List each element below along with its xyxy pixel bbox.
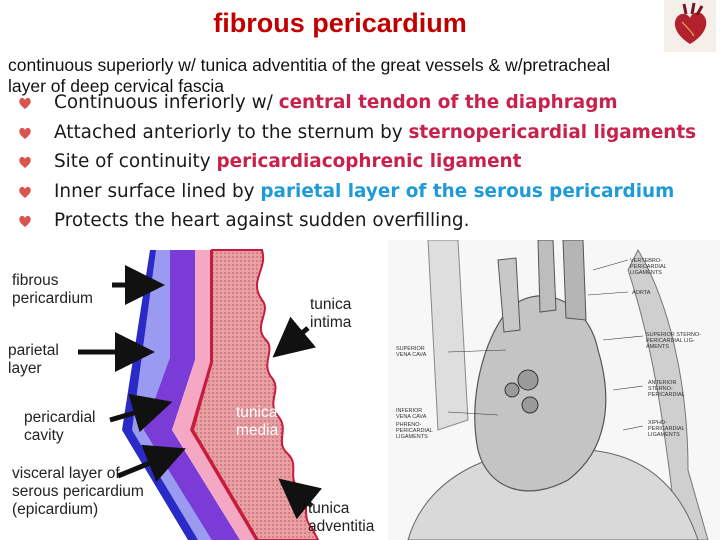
label-visceral-layer: visceral layer of serous pericardium (epicardium)	[12, 465, 144, 518]
bullet-highlight: central tendon of the diaphragm	[278, 92, 618, 113]
intro-line-1: continuous superiorly w/ tunica adventitia of the great vessels & w/pretracheal	[8, 55, 611, 75]
anat-label-aorta: AORTA	[632, 290, 651, 296]
bullet-text: Attached anteriorly to the sternum by	[54, 121, 409, 143]
bullet-text: Inner surface lined by	[54, 180, 261, 202]
intro-line-2: layer of deep cervical fascia	[8, 76, 224, 96]
bullet-item	[12, 88, 696, 118]
heart-bullet-icon	[18, 96, 32, 110]
anat-label-ant-sterno: ANTERIOR STERNO- PERICARDIAL	[648, 380, 685, 398]
bullet-item	[12, 118, 696, 148]
heart-bullet-icon	[18, 155, 32, 169]
bullet-text: Site of continuity	[54, 151, 217, 172]
heart-bullet-icon	[18, 185, 32, 199]
anat-label-xipho: XIPHO- PERICARDIAL LIGAMENTS	[648, 420, 685, 438]
heart-bullet-icon	[18, 126, 32, 140]
anat-label-vertebro: VERTEBRO- PERICARDIAL LIGAMENTS	[630, 258, 667, 276]
heart-image-icon	[664, 0, 716, 52]
bullet-item	[12, 147, 696, 177]
anat-label-phreno: PHRENO- PERICARDIAL LIGAMENTS	[396, 422, 433, 440]
bullet-highlight: pericardiacophrenic ligament	[216, 151, 522, 172]
anat-label-ivc: INFERIOR VENA CAVA	[396, 408, 427, 420]
label-tunica-adventitia: tunica adventitia	[308, 500, 375, 535]
bullet-text: Protects the heart against sudden overfilling.	[54, 210, 470, 231]
bullet-highlight: parietal layer of the serous pericardium	[260, 180, 675, 202]
label-parietal-layer: parietal layer	[8, 342, 59, 377]
arrow-intima	[284, 328, 308, 348]
label-pericardial-cavity: pericardial cavity	[24, 409, 96, 444]
anat-label-sup-sterno: SUPERIOR STERNO- PERICARDIAL LIG- AMENTS	[646, 332, 702, 350]
bullet-text: Continuous inferiorly w/	[54, 92, 279, 113]
heart-bullet-icon	[18, 214, 32, 228]
label-tunica-intima: tunica intima	[310, 296, 352, 331]
bullet-item	[12, 206, 696, 236]
slide-title: fibrous pericardium	[213, 8, 467, 38]
bullet-highlight: sternopericardial ligaments	[408, 121, 697, 143]
bullet-item	[12, 177, 696, 207]
label-tunica-media: tunica media	[236, 404, 279, 439]
anat-label-svc: SUPERIOR VENA CAVA	[396, 346, 427, 358]
bullet-list	[12, 88, 696, 236]
label-fibrous-pericardium: fibrous pericardium	[12, 272, 93, 307]
